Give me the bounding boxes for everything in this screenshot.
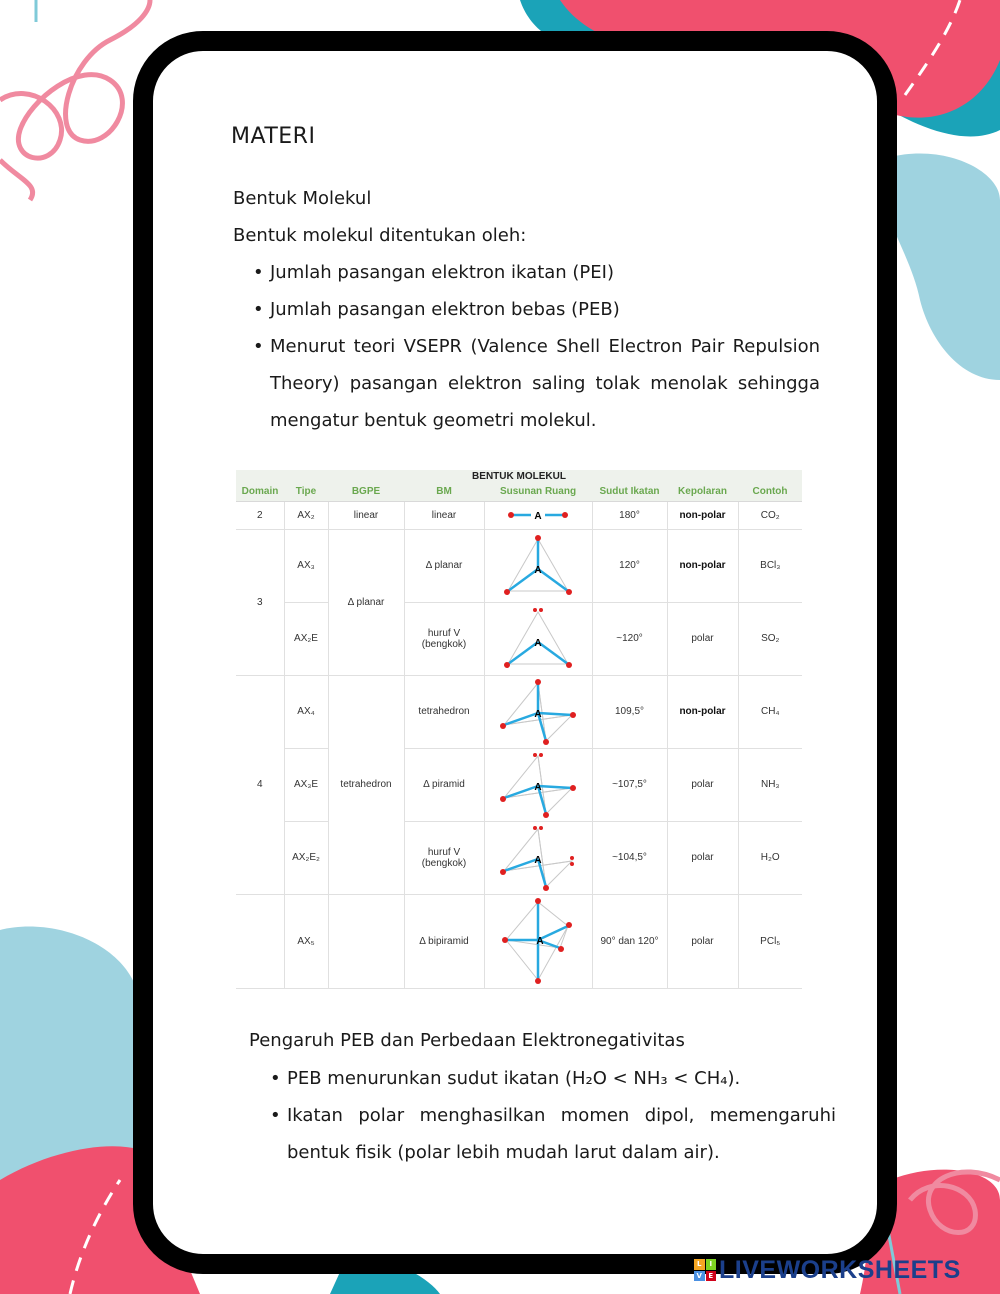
- bullet-list: [253, 254, 820, 439]
- cell-tipe: AX₃: [284, 529, 328, 602]
- header-susunan-ruang: Susunan Ruang: [484, 483, 592, 501]
- cell-tipe: AX₂: [284, 501, 328, 529]
- list-item: • Ikatan polar menghasilkan momen dipol, memengaruhi bentuk fisik (polar lebih mudah larut dalam air).: [270, 1105, 836, 1163]
- cell-sudut: 180°: [592, 501, 667, 529]
- cell-bm: Δ bipiramid: [404, 894, 484, 988]
- table-row: [236, 501, 802, 529]
- page-title: MATERI: [231, 124, 316, 149]
- cell-kepolaran: polar: [667, 748, 738, 821]
- cell-tipe: AX₃E: [284, 748, 328, 821]
- cell-bm: Δ planar: [404, 529, 484, 602]
- table-row: [236, 748, 802, 821]
- cell-contoh: PCl₅: [738, 894, 802, 988]
- cell-sudut: ~107,5°: [592, 748, 667, 821]
- cell-kepolaran: non-polar: [667, 675, 738, 748]
- table-title: BENTUK MOLEKUL: [236, 470, 802, 483]
- tetrahedral-diagram: [498, 679, 578, 745]
- cell-tipe: AX₂E: [284, 602, 328, 675]
- trigonal-bipyramidal-diagram: [498, 898, 578, 984]
- table-header-row: [236, 483, 802, 501]
- center-atom-label: A: [534, 854, 542, 866]
- cell-kepolaran: polar: [667, 602, 738, 675]
- cell-domain: 3: [236, 529, 284, 675]
- table-row: [236, 602, 802, 675]
- cell-kepolaran: non-polar: [667, 501, 738, 529]
- cell-tipe: AX₂E₂: [284, 821, 328, 894]
- cell-sudut: 109,5°: [592, 675, 667, 748]
- cell-shape: [484, 602, 592, 675]
- list-item: • PEB menurunkan sudut ikatan (H₂O < NH₃ < CH₄).: [270, 1068, 741, 1089]
- cell-kepolaran: polar: [667, 894, 738, 988]
- center-atom-label: A: [534, 511, 542, 522]
- bent-tetrahedral-diagram: [498, 825, 578, 891]
- cell-kepolaran: non-polar: [667, 529, 738, 602]
- section-heading-2: Pengaruh PEB dan Perbedaan Elektronegativitas: [249, 1030, 685, 1051]
- cell-tipe: AX₅: [284, 894, 328, 988]
- cell-shape: [484, 501, 592, 529]
- header-bgpe: BGPE: [328, 483, 404, 501]
- list-item: • Jumlah pasangan elektron bebas (PEB): [253, 299, 620, 320]
- cell-contoh: CO₂: [738, 501, 802, 529]
- header-bm: BM: [404, 483, 484, 501]
- center-atom-label: A: [536, 936, 544, 947]
- linear-molecule-diagram: [503, 505, 573, 525]
- cell-shape: [484, 748, 592, 821]
- cell-contoh: H₂O: [738, 821, 802, 894]
- cell-contoh: SO₂: [738, 602, 802, 675]
- cell-shape: [484, 675, 592, 748]
- brand-name: LIVEWORKSHEETS: [719, 1255, 961, 1284]
- brand-logo-icon: L I V E: [694, 1259, 716, 1281]
- center-atom-label: A: [534, 564, 542, 576]
- header-sudut-ikatan: Sudut Ikatan: [592, 483, 667, 501]
- trigonal-planar-diagram: [500, 533, 576, 599]
- cell-sudut: 120°: [592, 529, 667, 602]
- cell-contoh: CH₄: [738, 675, 802, 748]
- cell-sudut: ~104,5°: [592, 821, 667, 894]
- table-row: [236, 821, 802, 894]
- header-tipe: Tipe: [284, 483, 328, 501]
- cell-sudut: 90° dan 120°: [592, 894, 667, 988]
- header-domain: Domain: [236, 483, 284, 501]
- cell-bgpe: tetrahedron: [328, 675, 404, 894]
- cell-contoh: BCl₃: [738, 529, 802, 602]
- cell-kepolaran: polar: [667, 821, 738, 894]
- table-row: [236, 529, 802, 602]
- cell-domain: [236, 894, 284, 988]
- cell-bgpe: Δ planar: [328, 529, 404, 675]
- bent-molecule-diagram: [500, 606, 576, 672]
- cell-bm: huruf V (bengkok): [404, 821, 484, 894]
- list-item: • Jumlah pasangan elektron ikatan (PEI): [253, 262, 614, 283]
- cell-sudut: ~120°: [592, 602, 667, 675]
- cell-bm: linear: [404, 501, 484, 529]
- liveworksheets-logo: [694, 1256, 961, 1284]
- cell-bm: Δ piramid: [404, 748, 484, 821]
- section-heading: Bentuk Molekul: [233, 188, 372, 209]
- cell-bm: huruf V (bengkok): [404, 602, 484, 675]
- intro-text: Bentuk molekul ditentukan oleh:: [233, 225, 527, 246]
- trigonal-pyramidal-diagram: [498, 752, 578, 818]
- pink-swirl-top-left: [0, 0, 150, 158]
- cell-shape: [484, 529, 592, 602]
- cell-bgpe: linear: [328, 501, 404, 529]
- cell-shape: [484, 821, 592, 894]
- cell-tipe: AX₄: [284, 675, 328, 748]
- cell-shape: [484, 894, 592, 988]
- header-kepolaran: Kepolaran: [667, 483, 738, 501]
- cell-contoh: NH₃: [738, 748, 802, 821]
- molecule-table: [236, 470, 802, 989]
- list-item: • Menurut teori VSEPR (Valence Shell Electron Pair Repulsion Theory) pasangan elektron saling tolak menolak sehingga mengatur bentuk geometri molekul.: [253, 336, 820, 431]
- center-atom-label: A: [534, 781, 542, 793]
- center-atom-label: A: [534, 708, 542, 720]
- pink-swirl-top-left-2: [0, 160, 33, 200]
- cell-bgpe: [328, 894, 404, 988]
- header-contoh: Contoh: [738, 483, 802, 501]
- table-row: [236, 894, 802, 988]
- cell-domain: 2: [236, 501, 284, 529]
- table-row: [236, 675, 802, 748]
- cell-domain: 4: [236, 675, 284, 894]
- cell-bm: tetrahedron: [404, 675, 484, 748]
- molecule-table-container: [236, 470, 802, 990]
- center-atom-label: A: [534, 637, 542, 649]
- bullet-list-2: [270, 1060, 836, 1171]
